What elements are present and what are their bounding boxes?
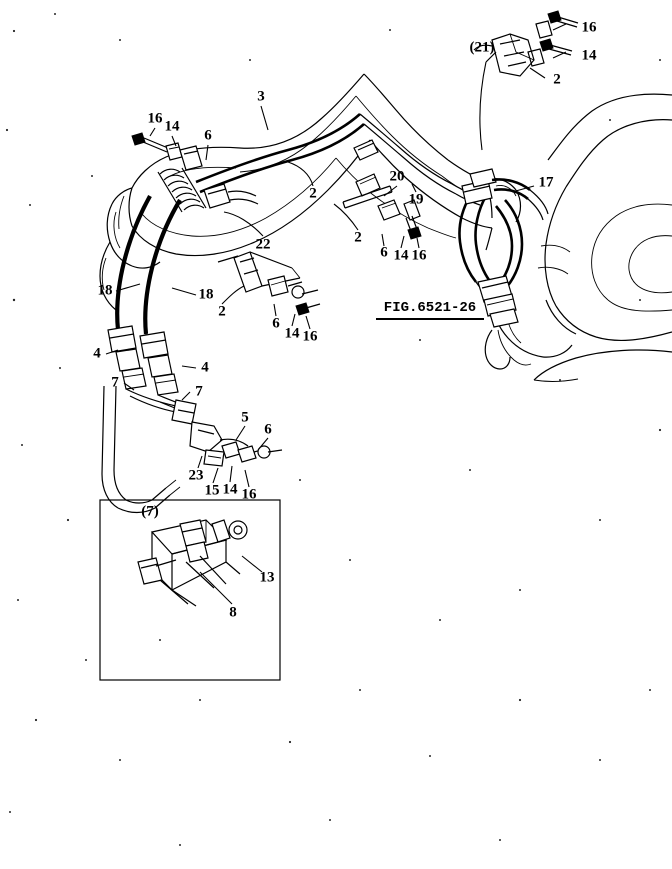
callout-7-a: 7	[111, 374, 119, 391]
callout-7-detail: (7)	[141, 503, 159, 520]
callout-2-b: 2	[309, 185, 317, 202]
machine-body-outline	[485, 94, 672, 381]
callout-16-b: 16	[147, 110, 163, 127]
callout-16-d: 16	[302, 328, 318, 345]
callout-5: 5	[241, 409, 249, 426]
callout-18-b: 18	[198, 286, 214, 303]
callout-14-c: 14	[393, 247, 409, 264]
callout-4-b: 4	[201, 359, 209, 376]
callout-22: 22	[255, 236, 271, 253]
callout-16-a: 16	[581, 19, 597, 36]
callout-14-b: 14	[164, 118, 180, 135]
spring-guard	[158, 168, 206, 212]
callout-14-a: 14	[581, 47, 597, 64]
callout-6-b: 6	[380, 244, 388, 261]
callout-7-b: 7	[195, 383, 203, 400]
callout-18-a: 18	[97, 282, 113, 299]
callout-6-a: 6	[204, 127, 212, 144]
callout-8: 8	[229, 604, 237, 621]
callout-4-a: 4	[93, 345, 101, 362]
callout-21: (21)	[469, 39, 495, 56]
bolt-group-upper-left	[132, 133, 258, 212]
callout-6-c: 6	[272, 315, 280, 332]
callout-2-c: 2	[354, 229, 362, 246]
callout-16-e: 16	[241, 486, 257, 503]
clamp-20-19	[343, 140, 421, 239]
callout-14-d: 14	[284, 325, 300, 342]
figure-reference-label: FIG.6521-26	[383, 300, 477, 316]
callout-14-e: 14	[222, 481, 238, 498]
callout-13: 13	[259, 569, 275, 586]
callout-16-c: 16	[411, 247, 427, 264]
callout-17: 17	[538, 174, 554, 191]
callout-6-d: 6	[264, 421, 272, 438]
callout-2-a: 2	[553, 71, 561, 88]
bolt-group-upper-right	[474, 11, 578, 150]
callout-20: 20	[389, 168, 405, 185]
callout-23: 23	[188, 467, 204, 484]
callout-3: 3	[257, 88, 265, 105]
callout-15: 15	[204, 482, 220, 499]
bracket-22-assembly	[218, 252, 320, 315]
detail-inset-box	[100, 500, 280, 680]
callout-2-d: 2	[218, 303, 226, 320]
callout-19: 19	[408, 191, 424, 208]
speckle-noise	[6, 13, 661, 846]
